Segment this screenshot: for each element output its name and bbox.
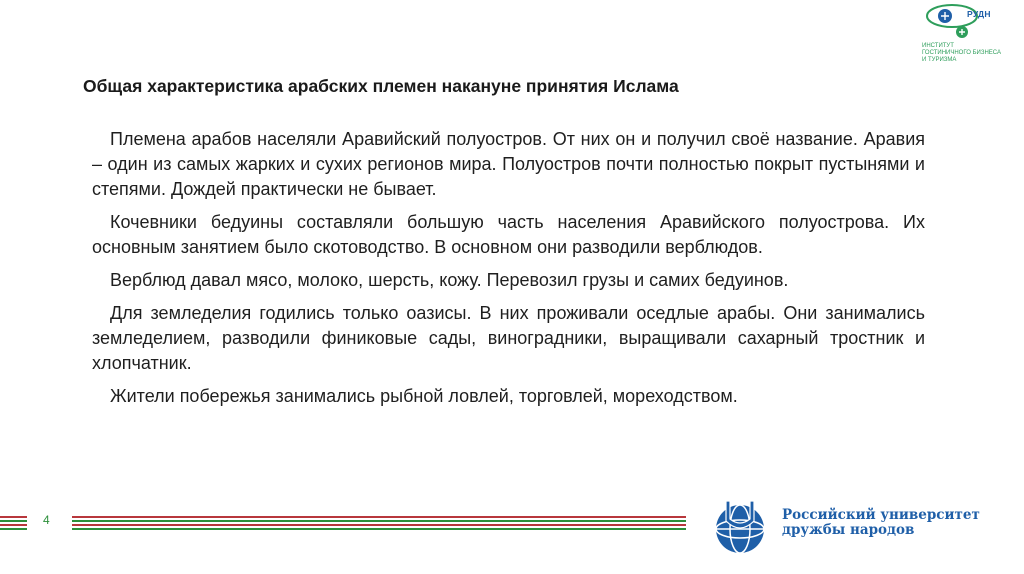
paragraph: Кочевники бедуины составляли большую часть населения Аравийского полуострова. Их основным занятием было скотоводство. В основном они разводили верблюдов. bbox=[92, 212, 925, 257]
rudn-institute-logo bbox=[922, 2, 1018, 70]
slide-body bbox=[92, 127, 925, 417]
paragraph: Племена арабов населяли Аравийский полуостров. От них он и получил своё название. Аравия – один из самых жарких и сухих регионов мира. Полуостров почти полностью покрыт пустынями и степями. Дождей практически не бывает. bbox=[92, 129, 925, 199]
rudn-emblem-icon bbox=[922, 2, 1018, 42]
globe-emblem-icon bbox=[706, 497, 778, 557]
university-name bbox=[782, 508, 1002, 538]
footer-stripes bbox=[0, 516, 686, 530]
paragraph: Верблюд давал мясо, молоко, шерсть, кожу. Перевозил грузы и самих бедуинов. bbox=[110, 270, 789, 290]
university-name-line: дружбы народов bbox=[782, 522, 915, 538]
institute-name bbox=[922, 43, 1018, 64]
institute-line: ИНСТИТУТ bbox=[922, 43, 954, 49]
slide-title: Общая характеристика арабских племен накануне принятия Ислама bbox=[83, 76, 679, 96]
university-logo bbox=[706, 497, 1006, 557]
university-name-line: Российский университет bbox=[782, 507, 980, 523]
paragraph: Жители побережья занимались рыбной ловлей, торговлей, мореходством. bbox=[110, 386, 738, 406]
institute-line: И ТУРИЗМА bbox=[922, 57, 957, 63]
rudn-label: РУДН bbox=[967, 9, 991, 19]
page-number: 4 bbox=[43, 513, 50, 527]
paragraph: Для земледелия годились только оазисы. В них проживали оседлые арабы. Они занимались земледелием, разводили финиковые сады, виноградники, выращивали сахарный тростник и хлопчатник. bbox=[92, 303, 925, 373]
institute-line: ГОСТИНИЧНОГО БИЗНЕСА bbox=[922, 50, 1001, 56]
